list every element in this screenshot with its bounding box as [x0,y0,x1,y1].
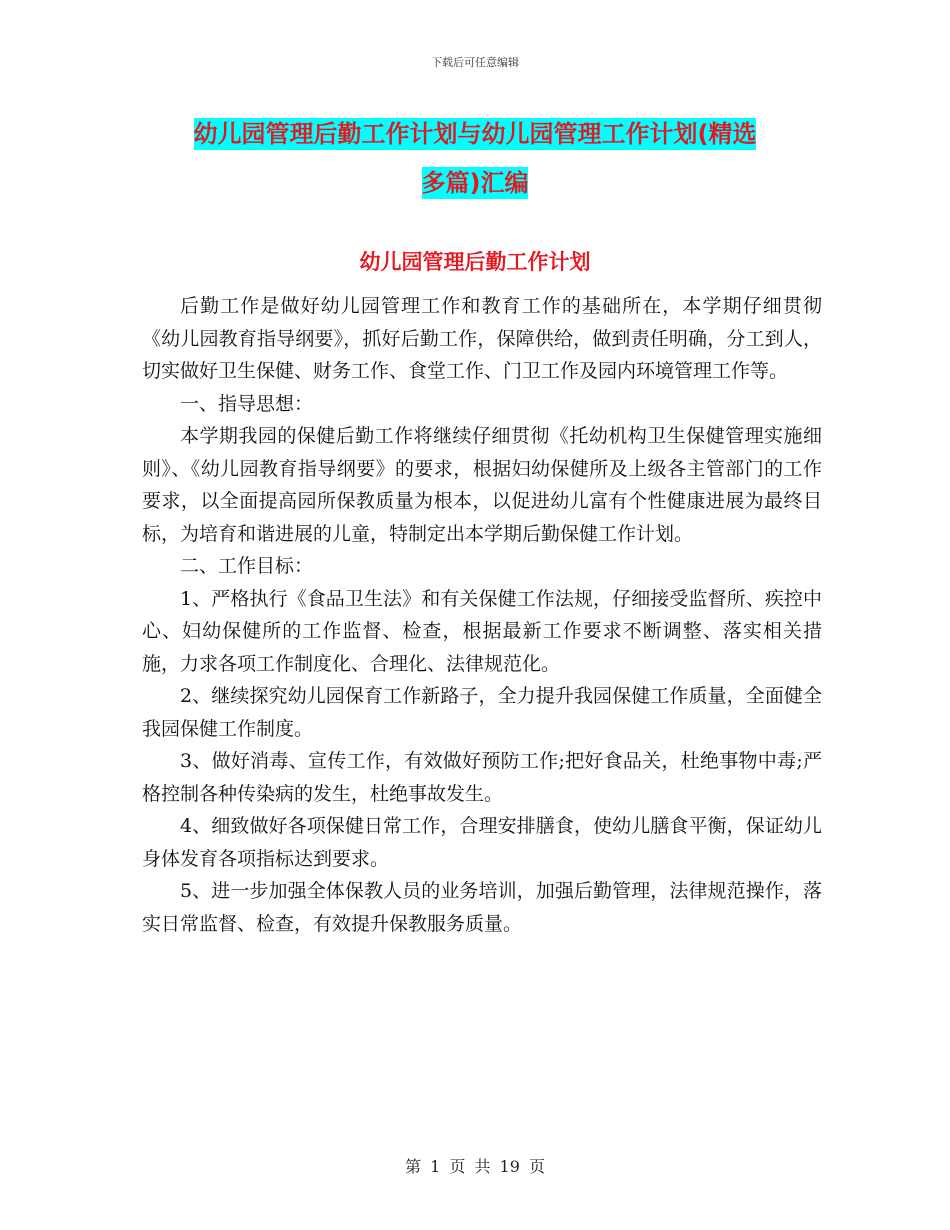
document-title [0,110,950,208]
heading-guiding-ideology: 一、指导思想： [180,392,314,415]
document-body [142,290,822,940]
document-title-line-1: 幼儿园管理后勤工作计划与幼儿园管理工作计划(精选 [193,120,757,148]
header-note: 下载后可任意编辑 [431,56,519,69]
paragraph-goal-5: 5、进一步加强全体保教人员的业务培训，加强后勤管理，法律规范操作，落实日常监督、检查，有效提升保教服务质量。 [142,880,822,935]
paragraph-guiding-ideology: 本学期我园的保健后勤工作将继续仔细贯彻《托幼机构卫生保健管理实施细则》、《幼儿园教育指导纲要》的要求，根据妇幼保健所及上级各主管部门的工作要求，以全面提高园所保教质量为根本，以促进幼儿富有个性健康进展为最终目标，为培育和谐进展的儿童，特制定出本学期后勤保健工作计划。 [142,425,822,545]
paragraph-goal-4: 4、细致做好各项保健日常工作，合理安排膳食，使幼儿膳食平衡，保证幼儿身体发育各项指标达到要求。 [142,815,822,870]
paragraph-goal-1: 1、严格执行《食品卫生法》和有关保健工作法规，仔细接受监督所、疾控中心、妇幼保健所的工作监督、检查，根据最新工作要求不断调整、落实相关措施，力求各项工作制度化、合理化、法律规范化。 [142,587,822,675]
paragraph-intro: 后勤工作是做好幼儿园管理工作和教育工作的基础所在，本学期仔细贯彻《幼儿园教育指导纲要》，抓好后勤工作，保障供给，做到责任明确，分工到人，切实做好卫生保健、财务工作、食堂工作、门卫工作及园内环境管理工作等。 [142,295,822,382]
heading-work-goals: 二、工作目标： [180,555,314,577]
document-title-line-2: 多篇)汇编 [421,169,529,197]
paragraph-goal-3: 3、做好消毒、宣传工作，有效做好预防工作;把好食品关，杜绝事物中毒;严格控制各种传染病的发生，杜绝事故发生。 [142,750,822,805]
page-number: 第 1 页 共 19 页 [405,1157,545,1176]
section-title: 幼儿园管理后勤工作计划 [359,250,591,274]
paragraph-goal-2: 2、继续探究幼儿园保育工作新路子，全力提升我园保健工作质量，全面健全我园保健工作制度。 [142,685,822,740]
